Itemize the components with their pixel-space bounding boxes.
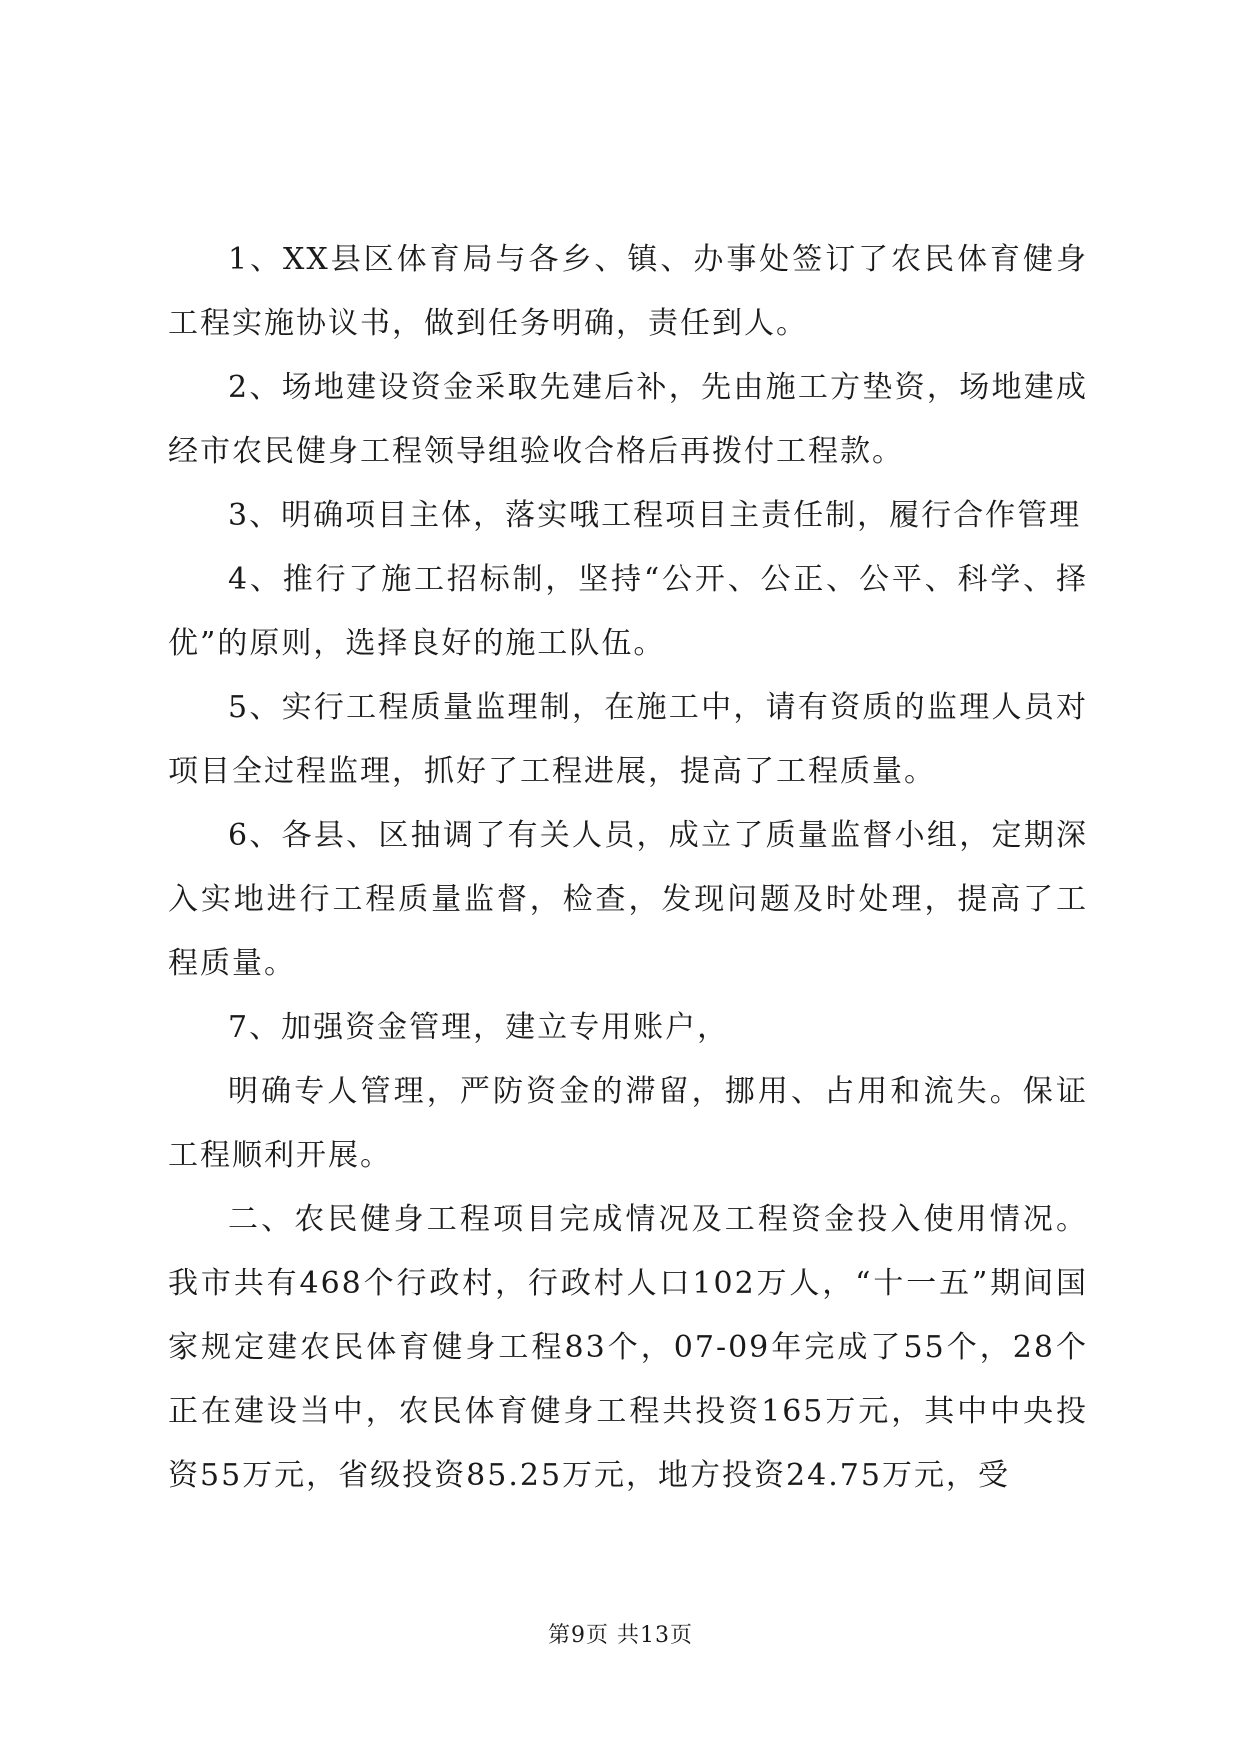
paragraph-9: 二、农民健身工程项目完成情况及工程资金投入使用情况。我市共有468个行政村，行政村人口102万人，“十一五”期间国家规定建农民体育健身工程83个，07-09年完成了55个，28个正在建设当中，农民体育健身工程共投资165万元，其中中央投资55万元，省级投资85.25万元，地方投资24.75万元，受 [168, 1202, 1088, 1493]
paragraph-3: 3、明确项目主体，落实哦工程项目主责任制，履行合作管理 [228, 498, 1082, 533]
paragraph-7: 7、加强资金管理，建立专用账户， [228, 1010, 730, 1045]
body-text [168, 228, 1088, 1508]
paragraph-8: 明确专人管理，严防资金的滞留，挪用、占用和流失。保证工程顺利开展。 [168, 1074, 1088, 1173]
paragraph-1: 1、XX县区体育局与各乡、镇、办事处签订了农民体育健身工程实施协议书，做到任务明确，责任到人。 [168, 242, 1088, 341]
paragraph-5: 5、实行工程质量监理制，在施工中，请有资质的监理人员对项目全过程监理，抓好了工程进展，提高了工程质量。 [168, 690, 1088, 789]
page-number-footer: 第9页 共13页 [548, 1623, 693, 1648]
paragraph-6: 6、各县、区抽调了有关人员，成立了质量监督小组，定期深入实地进行工程质量监督，检查，发现问题及时处理，提高了工程质量。 [168, 818, 1088, 981]
paragraph-2: 2、场地建设资金采取先建后补，先由施工方垫资，场地建成经市农民健身工程领导组验收合格后再拨付工程款。 [168, 370, 1088, 469]
paragraph-4: 4、推行了施工招标制，坚持“公开、公正、公平、科学、择优”的原则，选择良好的施工队伍。 [168, 562, 1088, 661]
